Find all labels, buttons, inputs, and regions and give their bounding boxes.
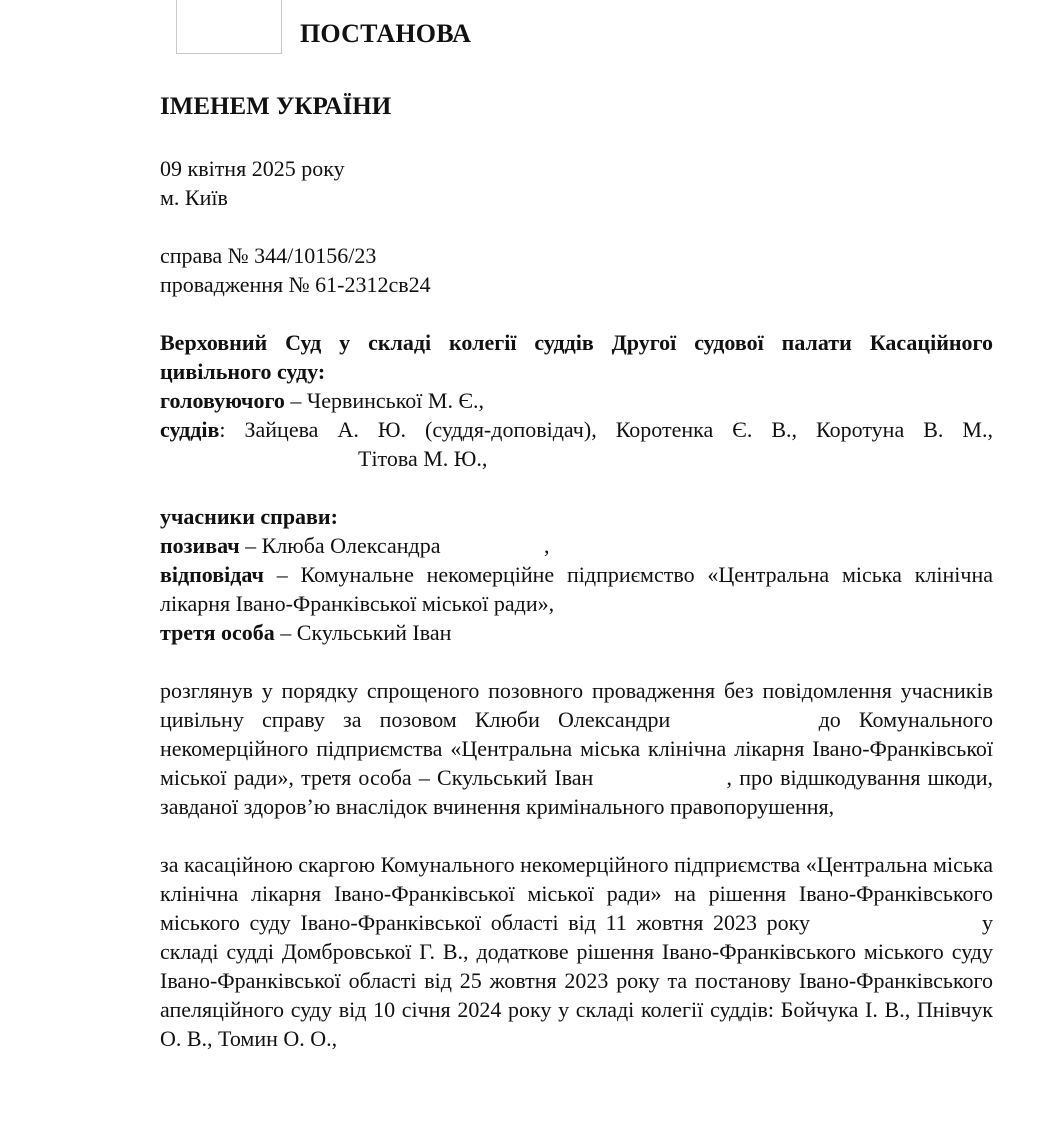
- presiding-name: – Червинської М. Є.,: [284, 388, 484, 413]
- plaintiff-tail: ,: [543, 533, 550, 558]
- third-party-label: третя особа: [160, 620, 275, 645]
- redaction: [601, 768, 727, 788]
- parties-heading: учасники справи:: [160, 504, 338, 529]
- judges-names: : Зайцева А. Ю. (суддя-доповідач), Коротенка Є. В., Коротуна В. М.,: [219, 417, 993, 442]
- document-body: [160, 90, 993, 1053]
- paragraph-cassation: [160, 850, 993, 1053]
- judges-names-tail: Тітова М. Ю.,: [358, 446, 488, 471]
- decision-city: м. Київ: [160, 185, 228, 210]
- plaintiff-line: [160, 531, 993, 560]
- coat-of-arms-placeholder: [176, 0, 282, 54]
- plaintiff-label: позивач: [160, 533, 240, 558]
- judges-line: [160, 415, 993, 473]
- redaction: [451, 623, 591, 643]
- presiding-judge: [160, 386, 993, 415]
- third-party-line: [160, 618, 993, 647]
- redaction: [688, 710, 800, 730]
- case-number: справа № 344/10156/23: [160, 243, 377, 268]
- decision-date: 09 квітня 2025 року: [160, 156, 345, 181]
- third-party-name: – Скульський Іван: [274, 620, 452, 645]
- defendant-name: – Комунальне некомерційне підприємство «Центральна міська клінічна лікарня Івано-Франківської міської ради»,: [160, 562, 993, 616]
- defendant-label: відповідач: [160, 562, 264, 587]
- in-the-name-heading: ІМЕНЕМ УКРАЇНИ: [160, 93, 392, 120]
- proceeding-number: провадження № 61-2312св24: [160, 272, 431, 297]
- paragraph-1-part-b: до Комунального некомерційного підприємства «Центральна міська клінічна лікарня Івано-Франківської міської ради», третя особа – Скульський Іван: [160, 707, 993, 790]
- redaction: [446, 536, 544, 556]
- judges-label: суддів: [160, 417, 220, 442]
- plaintiff-name: – Клюба Олександра: [239, 533, 446, 558]
- paragraph-1-part-a: розглянув у порядку спрощеного позовного провадження без повідомлення учасників цивільну справу за позовом Клюби Олександри: [160, 678, 993, 732]
- defendant-line: [160, 560, 993, 618]
- court-composition: Верховний Суд у складі колегії суддів Другої судової палати Касаційного цивільного суду:: [160, 330, 993, 384]
- document-title: ПОСТАНОВА: [300, 19, 472, 48]
- presiding-label: головуючого: [160, 388, 285, 413]
- paragraph-considered: [160, 676, 993, 821]
- paragraph-2-part-a: за касаційною скаргою Комунального некомерційного підприємства «Центральна міська клінічна лікарня Івано-Франківської міської ради» на рішення Івано-Франківського міського суду Івано-Франківської області від 11 жовтня 2023 року: [160, 852, 993, 935]
- paragraph-1-part-c: , про відшкодування шкоди, завданої здоров’ю внаслідок вчинення кримінального правопорушення,: [160, 765, 993, 819]
- paragraph-2-part-b: у складі судді Домбровської Г. В., додаткове рішення Івано-Франківського міського суду Івано-Франківської області від 25 жовтня 2023 року та постанову Івано-Франківського апеляційного суду від 10 січня 2024 року у складі колегії суддів: Бойчука І. В., Пнівчук О. В., Томин О. О.,: [160, 910, 993, 1051]
